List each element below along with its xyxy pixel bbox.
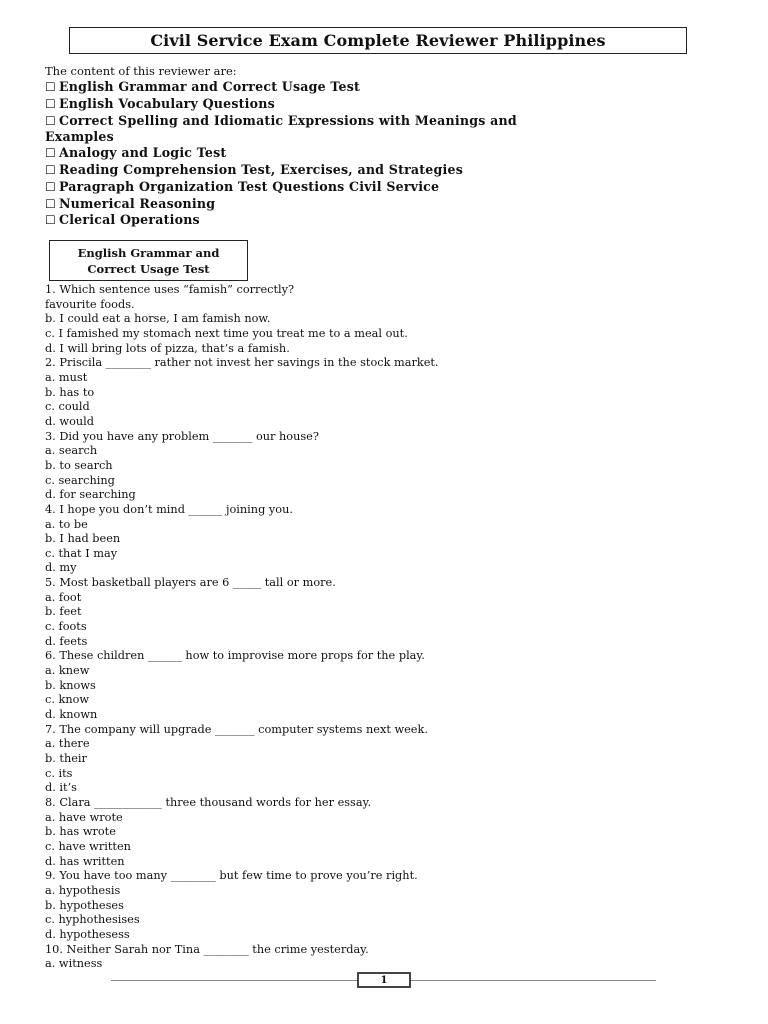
question-text: 4. I hope you don’t mind ______ joining you. bbox=[45, 502, 293, 516]
question-text: 7. The company will upgrade _______ computer systems next week. bbox=[45, 722, 428, 736]
answer-option: c. searching bbox=[45, 473, 115, 487]
contents-item-label: Numerical Reasoning bbox=[58, 195, 216, 211]
answer-option: favourite foods. bbox=[45, 297, 135, 311]
question-text: 3. Did you have any problem _______ our house? bbox=[45, 429, 319, 443]
page-number: 1 bbox=[357, 972, 411, 988]
contents-item bbox=[45, 212, 605, 229]
answer-option: c. I famished my stomach next time you treat me to a meal out. bbox=[45, 326, 408, 340]
answer-option: d. has written bbox=[45, 854, 125, 868]
checkbox-icon: ☐ bbox=[45, 213, 56, 228]
question-text: 2. Priscila ________ rather not invest her savings in the stock market. bbox=[45, 356, 439, 370]
answer-option: b. has to bbox=[45, 385, 95, 399]
question-text: 8. Clara ____________ three thousand words for her essay. bbox=[45, 795, 372, 809]
answer-option: c. that I may bbox=[45, 546, 118, 560]
section-heading-line-2: Correct Usage Test bbox=[87, 261, 210, 276]
checkbox-icon: ☐ bbox=[45, 196, 56, 211]
checkbox-icon: ☐ bbox=[45, 96, 56, 111]
contents-item bbox=[45, 129, 605, 145]
answer-option: c. know bbox=[45, 693, 90, 707]
answer-option: c. have written bbox=[45, 839, 131, 853]
answer-option: d. my bbox=[45, 561, 77, 575]
checkbox-icon: ☐ bbox=[45, 80, 56, 94]
answer-option: d. it’s bbox=[45, 781, 77, 795]
question-text: 10. Neither Sarah nor Tina ________ the crime yesterday. bbox=[45, 942, 369, 956]
question-list bbox=[45, 283, 605, 972]
contents-item-label: Correct Spelling and Idiomatic Expressions with Meanings and bbox=[58, 112, 517, 128]
answer-option: c. hyphothesises bbox=[45, 913, 140, 927]
answer-option: b. hypotheses bbox=[45, 898, 124, 912]
answer-option: a. foot bbox=[45, 590, 82, 604]
contents-item-label: Examples bbox=[45, 129, 114, 145]
answer-option: c. its bbox=[45, 766, 73, 780]
contents-list bbox=[45, 79, 605, 229]
answer-option: d. known bbox=[45, 708, 98, 722]
contents-item bbox=[45, 196, 605, 213]
answer-option: b. to search bbox=[45, 458, 113, 472]
document-title: Civil Service Exam Complete Reviewer Philippines bbox=[69, 27, 687, 54]
answer-option: b. their bbox=[45, 752, 87, 765]
answer-option: d. would bbox=[45, 414, 95, 428]
contents-item-label: Clerical Operations bbox=[58, 212, 200, 228]
answer-option: a. search bbox=[45, 444, 98, 458]
question-text: 6. These children ______ how to improvise more props for the play. bbox=[45, 649, 425, 663]
answer-option: b. feet bbox=[45, 605, 82, 619]
contents-item bbox=[45, 179, 605, 196]
contents-item bbox=[45, 113, 605, 130]
section-heading-line-1: English Grammar and bbox=[77, 245, 220, 260]
contents-item-label: Reading Comprehension Test, Exercises, and Strategies bbox=[58, 161, 464, 177]
answer-option: a. hypothesis bbox=[45, 883, 121, 897]
answer-option: d. feets bbox=[45, 634, 88, 648]
contents-item bbox=[45, 145, 605, 162]
answer-option: a. must bbox=[45, 370, 88, 384]
answer-option: c. could bbox=[45, 400, 90, 414]
question-text: 1. Which sentence uses “famish” correctly? bbox=[45, 283, 295, 296]
answer-option: b. knows bbox=[45, 678, 96, 692]
checkbox-icon: ☐ bbox=[45, 179, 56, 194]
answer-option: a. have wrote bbox=[45, 810, 123, 824]
contents-item-label: English Grammar and Correct Usage Test bbox=[58, 79, 361, 94]
contents-item bbox=[45, 162, 605, 179]
contents-item-label: Analogy and Logic Test bbox=[58, 145, 227, 161]
question-text: 9. You have too many ________ but few time to prove you’re right. bbox=[45, 869, 418, 883]
contents-item-label: English Vocabulary Questions bbox=[58, 95, 275, 111]
answer-option: d. I will bring lots of pizza, that’s a famish. bbox=[45, 341, 290, 355]
checkbox-icon: ☐ bbox=[45, 162, 56, 177]
answer-option: a. witness bbox=[45, 957, 103, 971]
answer-option: a. knew bbox=[45, 664, 90, 678]
answer-option: a. to be bbox=[45, 517, 88, 531]
answer-option: b. I could eat a horse, I am famish now. bbox=[45, 312, 271, 326]
section-heading bbox=[49, 240, 248, 281]
answer-option: d. for searching bbox=[45, 488, 136, 502]
contents-item-label: Paragraph Organization Test Questions Civil Service bbox=[58, 178, 440, 194]
answer-option: c. foots bbox=[45, 620, 87, 634]
contents-item bbox=[45, 79, 605, 96]
answer-option: b. I had been bbox=[45, 532, 121, 546]
checkbox-icon: ☐ bbox=[45, 146, 56, 161]
answer-option: a. there bbox=[45, 737, 90, 751]
contents-item bbox=[45, 96, 605, 113]
checkbox-icon: ☐ bbox=[45, 113, 56, 128]
question-text: 5. Most basketball players are 6 _____ tall or more. bbox=[45, 576, 336, 590]
answer-option: b. has wrote bbox=[45, 825, 116, 839]
intro-text: The content of this reviewer are: bbox=[45, 64, 237, 78]
answer-option: d. hypothesess bbox=[45, 927, 130, 941]
